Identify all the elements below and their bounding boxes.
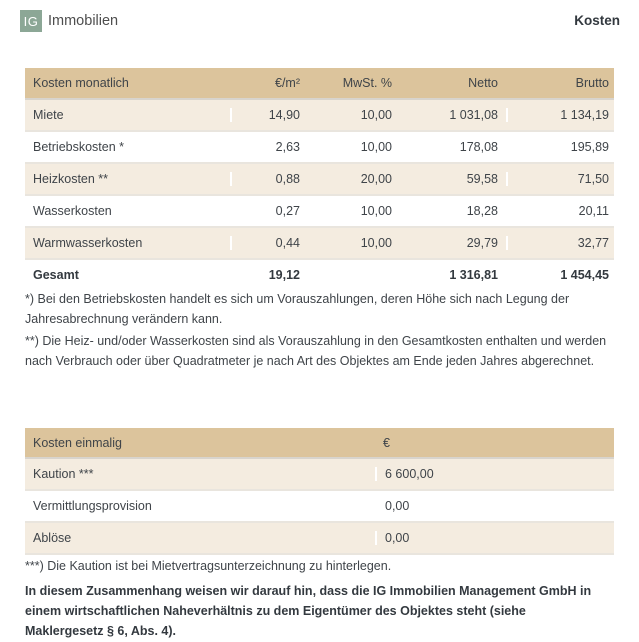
row-label: Wasserkosten <box>33 204 112 218</box>
cell-vat: 10,00 <box>360 204 392 218</box>
row-label: Warmwasserkosten <box>33 236 143 250</box>
table-row <box>25 228 614 260</box>
cell-per-m2: 14,90 <box>230 108 305 122</box>
cell-amount: 0,00 <box>375 531 614 545</box>
row-label: Vermittlungsprovision <box>33 499 152 513</box>
one-time-costs-table <box>25 428 614 555</box>
cell-per-m2: 0,88 <box>230 172 305 186</box>
col-header-label: Kosten einmalig <box>33 435 122 450</box>
table-row <box>25 491 614 523</box>
table-row <box>25 132 614 164</box>
company-name: Immobilien <box>48 13 119 29</box>
cell-amount: 6 600,00 <box>375 467 614 481</box>
total-row <box>25 260 614 290</box>
cell-vat: 10,00 <box>360 108 392 122</box>
company-logo-icon: IG <box>20 10 42 32</box>
table-row <box>25 164 614 196</box>
footnote-kaution: ***) Die Kaution ist bei Mietvertragsunterzeichnung zu hinterlegen. <box>25 559 392 573</box>
table-row <box>25 100 614 132</box>
col-header-gross: Brutto <box>575 76 609 90</box>
brand-header <box>20 10 118 32</box>
row-label: Heizkosten ** <box>33 172 109 186</box>
row-label: Kaution *** <box>33 467 94 481</box>
table-row <box>25 459 614 491</box>
row-label: Miete <box>33 108 64 122</box>
monthly-table-header-row <box>25 68 614 100</box>
table-row <box>25 196 614 228</box>
col-header-amount: € <box>383 435 390 450</box>
footnote-betriebskosten: *) Bei den Betriebskosten handelt es sich um Vorauszahlungen, deren Höhe sich nach Legung der Jahresabrechnung verändern kann. <box>25 292 570 326</box>
cell-net: 18,28 <box>466 204 498 218</box>
cell-net: 1 031,08 <box>449 108 498 122</box>
monthly-costs-table <box>25 68 614 290</box>
legal-disclosure: In diesem Zusammenhang weisen wir darauf hin, dass die IG Immobilien Management GmbH in einem wirtschaftlichen Naheverhältnis zu dem Eigentümer des Objektes steht (siehe Maklergesetz § 6, Abs. 4). <box>25 584 592 638</box>
cell-per-m2: 0,44 <box>230 236 305 250</box>
cell-vat: 10,00 <box>360 140 392 154</box>
cell-amount: 0,00 <box>375 499 614 513</box>
page-title: Kosten <box>574 13 620 28</box>
col-header-net: Netto <box>468 76 498 90</box>
col-header-per-m2: €/m² <box>275 76 300 90</box>
row-label: Betriebskosten * <box>33 140 125 154</box>
table-row <box>25 523 614 555</box>
cell-net: 59,58 <box>466 172 498 186</box>
cell-vat: 10,00 <box>360 236 392 250</box>
cell-per-m2: 0,27 <box>230 204 305 218</box>
total-gross: 1 454,45 <box>560 268 609 282</box>
cell-vat: 20,00 <box>360 172 392 186</box>
cell-gross: 20,11 <box>506 204 614 218</box>
total-label: Gesamt <box>33 268 79 282</box>
cell-net: 29,79 <box>466 236 498 250</box>
cell-per-m2: 2,63 <box>230 140 305 154</box>
total-net: 1 316,81 <box>449 268 498 282</box>
cell-gross: 195,89 <box>506 140 614 154</box>
col-header-vat: MwSt. % <box>342 76 392 90</box>
cell-gross: 1 134,19 <box>506 108 614 122</box>
cell-gross: 32,77 <box>506 236 614 250</box>
row-label: Ablöse <box>33 531 72 545</box>
cell-gross: 71,50 <box>506 172 614 186</box>
total-per-m2: 19,12 <box>268 268 300 282</box>
footnote-heizkosten: **) Die Heiz- und/oder Wasserkosten sind als Vorauszahlung in den Gesamtkosten enthalten und werden nach Verbrauch oder über Quadratmeter je nach Art des Objektes am Ende jeden Jahres abgerechnet. <box>25 334 607 368</box>
cell-net: 178,08 <box>459 140 498 154</box>
col-header-label: Kosten monatlich <box>33 76 129 90</box>
one-time-table-header-row <box>25 428 614 459</box>
